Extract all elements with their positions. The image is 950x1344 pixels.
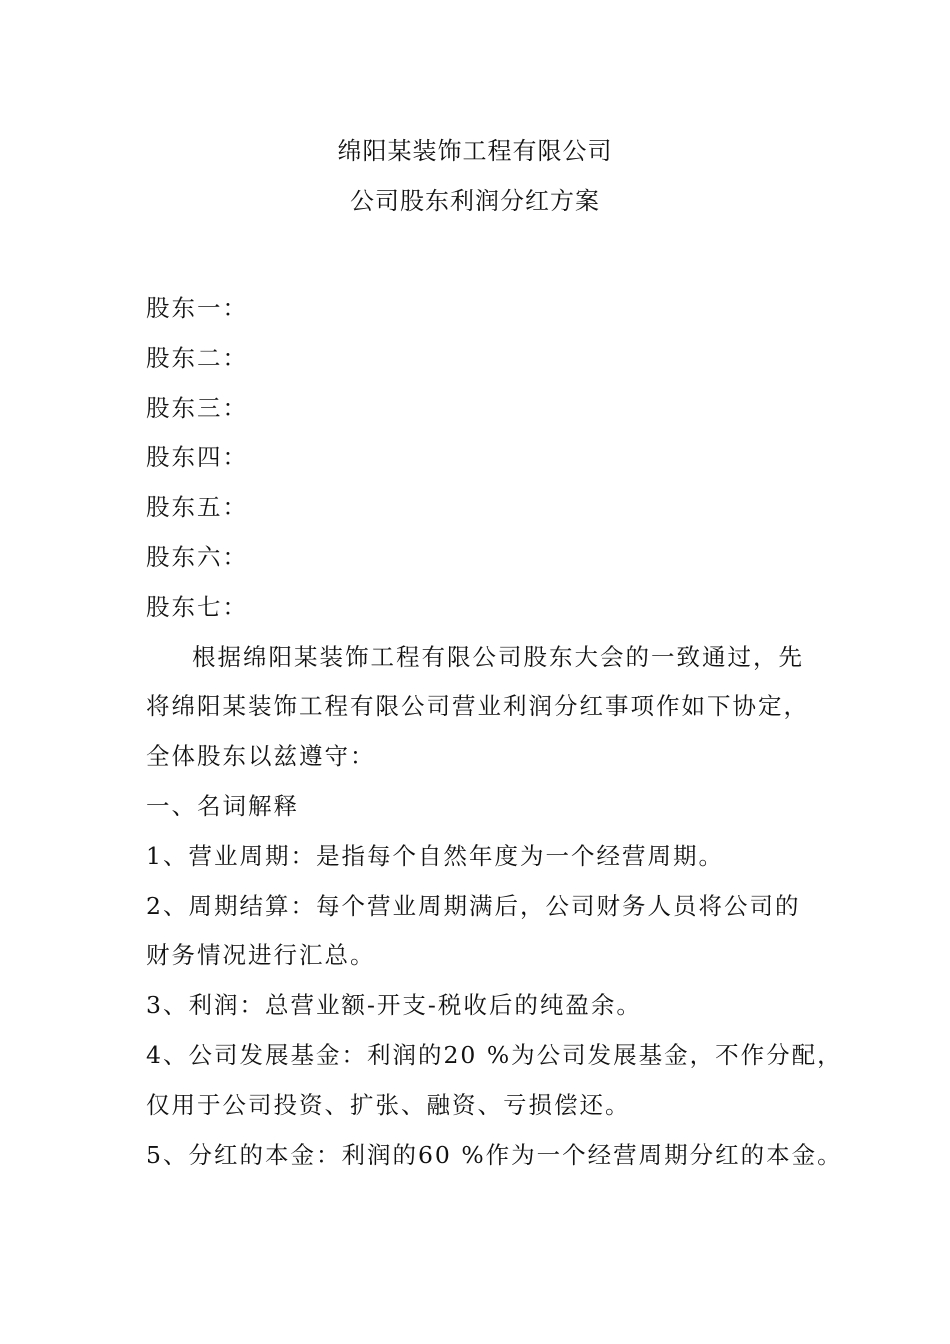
definition-item: 5、分红的本金：利润的60 %作为一个经营周期分红的本金。 — [146, 1140, 843, 1169]
shareholder-line: 股东五： — [146, 493, 248, 522]
document-subtitle: 公司股东利润分红方案 — [350, 187, 600, 215]
intro-paragraph-line: 将绵阳某装饰工程有限公司营业利润分红事项作如下协定， — [146, 692, 809, 721]
intro-paragraph-line: 根据绵阳某装饰工程有限公司股东大会的一致通过，先 — [192, 642, 804, 671]
shareholder-line: 股东七： — [146, 592, 248, 621]
definition-item: 3、利润：总营业额-开支-税收后的纯盈余。 — [146, 991, 642, 1020]
definition-item: 4、公司发展基金：利润的20 %为公司发展基金，不作分配， — [146, 1040, 843, 1069]
definition-item: 仅用于公司投资、扩张、融资、亏损偿还。 — [146, 1090, 631, 1119]
section-heading: 一、名词解释 — [146, 791, 299, 820]
shareholder-line: 股东四： — [146, 443, 248, 472]
document-title: 绵阳某装饰工程有限公司 — [337, 137, 613, 165]
definition-item: 2、周期结算：每个营业周期满后，公司财务人员将公司的 — [146, 891, 801, 920]
shareholder-line: 股东六： — [146, 542, 248, 571]
shareholder-line: 股东一： — [146, 294, 248, 322]
shareholder-line: 股东三： — [146, 393, 248, 422]
document-body — [146, 284, 843, 1180]
definition-item: 1、营业周期：是指每个自然年度为一个经营周期。 — [146, 841, 724, 870]
shareholder-line: 股东二： — [146, 343, 248, 372]
intro-paragraph-line: 全体股东以兹遵守： — [146, 742, 376, 771]
definition-item: 财务情况进行汇总。 — [146, 941, 376, 970]
